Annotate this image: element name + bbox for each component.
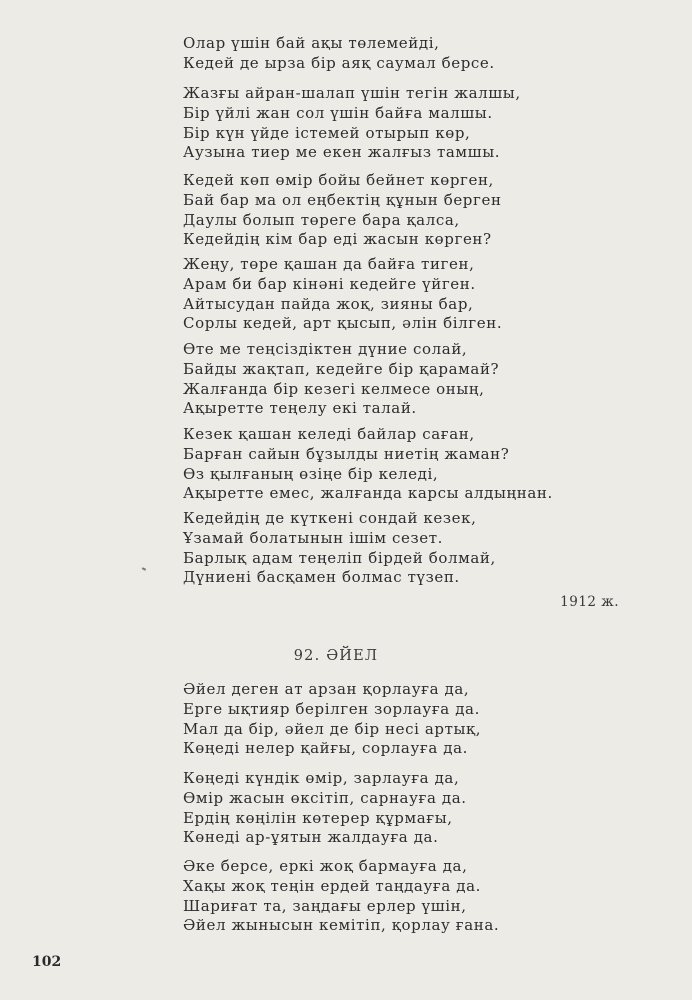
verse-line: Айтысудан пайда жоқ, зияны бар, [183, 294, 474, 313]
verse-line: Шариғат та, заңдағы ерлер үшін, [183, 896, 467, 915]
verse-line: Аузына тиер ме екен жалғыз тамшы. [183, 143, 501, 162]
verse-line: Әйел жынысын кемітіп, қорлау ғана. [183, 916, 500, 935]
page-number: 102 [32, 954, 62, 970]
stanza-4 [183, 255, 653, 334]
stanza-1 [183, 34, 653, 74]
verse-line: Жалғанда бір кезегі келмесе оның, [183, 379, 485, 398]
verse-line: Кедей де ырза бір аяқ саумал берсе. [183, 53, 495, 72]
verse-line: Сорлы кедей, арт қысып, әлін білген. [183, 314, 503, 333]
verse-line: Көнеді ар-ұятын жалдауға да. [183, 828, 439, 847]
verse-line: Дүниені басқамен болмас түзеп. [183, 568, 460, 587]
verse-line: Арам би бар кінәні кедейге үйген. [183, 274, 476, 293]
verse-line: Жеңу, төре қашан да байға тиген, [183, 255, 475, 273]
verse-line: Ақыретте емес, жалғанда карсы алдыңнан. [183, 484, 553, 503]
stanza-3 [183, 171, 653, 250]
verse-line: Байды жақтап, кедейге бір қарамай? [183, 359, 500, 378]
print-speck [142, 567, 146, 570]
verse-line: Өмір жасын өксітіп, сарнауға да. [183, 788, 467, 807]
verse-line: Көңеді күндік өмір, зарлауға да, [183, 769, 460, 787]
verse-line: Бай бар ма ол еңбектің құнын берген [183, 190, 502, 209]
stanza-6 [183, 425, 653, 504]
verse-line: Кезек қашан келеді байлар саған, [183, 425, 475, 443]
stanza-5 [183, 340, 653, 419]
stanza-7 [183, 509, 653, 588]
verse-line: Барлық адам теңеліп бірдей болмай, [183, 548, 496, 567]
verse-line: Ерге ықтияр берілген зорлауға да. [183, 699, 480, 718]
stanza-10 [183, 857, 653, 936]
verse-line: Барған сайын бұзылды ниетің жаман? [183, 444, 510, 463]
poem-title-text: 92. ӘЙЕЛ [293, 648, 379, 664]
stanza-2 [183, 84, 653, 163]
stanza-8 [183, 680, 653, 759]
verse-line: Мал да бір, әйел де бір несі артық, [183, 719, 482, 738]
stanza-9 [183, 769, 653, 848]
verse-line: Даулы болып төреге бара қалса, [183, 210, 460, 229]
verse-line: Өз қылғаның өзіңе бір келеді, [183, 464, 439, 483]
verse-line: Өте ме теңсіздіктен дүние солай, [183, 340, 468, 358]
verse-line: Кедейдің де күткені сондай кезек, [183, 509, 477, 527]
verse-line: Әйел деген ат арзан қорлауға да, [183, 680, 470, 698]
verse-line: Ақыретте теңелу екі талай. [183, 399, 417, 418]
verse-line: Бір күн үйде істемей отырып көр, [183, 123, 471, 142]
verse-line: Әке берсе, еркі жоқ бармауға да, [183, 857, 468, 875]
verse-line: Жазғы айран-шалап үшін тегін жалшы, [183, 84, 521, 102]
poem-date: 1912 ж. [560, 594, 619, 610]
verse-line: Хақы жоқ теңін ердей таңдауға да. [183, 876, 481, 895]
verse-line: Ердің көңілін көтерер құрмағы, [183, 808, 453, 827]
verse-line: Олар үшін бай ақы төлемейді, [183, 34, 440, 52]
verse-line: Ұзамай болатынын ішім сезет. [183, 528, 444, 547]
verse-line: Кедейдің кім бар еді жасын көрген? [183, 230, 492, 249]
verse-line: Бір үйлі жан сол үшін байға малшы. [183, 103, 493, 122]
poem-title [0, 648, 692, 664]
verse-line: Көңеді нелер қайғы, сорлауға да. [183, 739, 468, 758]
verse-line: Кедей көп өмір бойы бейнет көрген, [183, 171, 494, 189]
